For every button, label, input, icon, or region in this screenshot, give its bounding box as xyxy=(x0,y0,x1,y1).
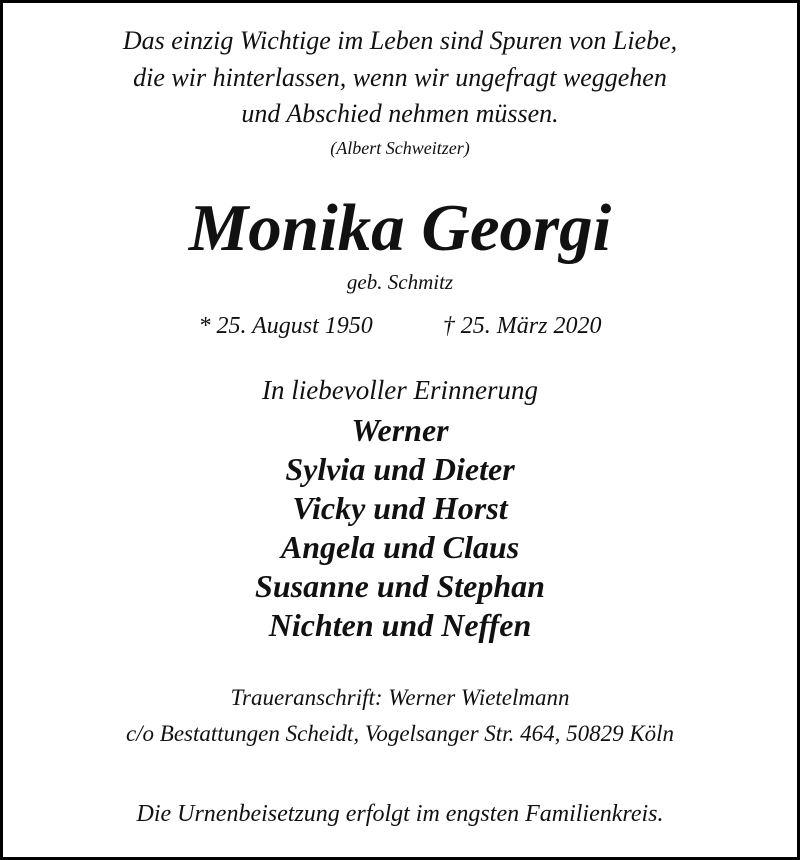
quote-line: Das einzig Wichtige im Leben sind Spuren von Liebe, xyxy=(122,26,678,55)
mourner-name: Werner xyxy=(351,412,449,448)
mourner-name: Nichten und Neffen xyxy=(268,607,532,643)
mourner-name: Sylvia und Dieter xyxy=(285,451,515,487)
mourning-address: Traueranschrift: Werner Wietelmann xyxy=(230,685,570,710)
birth-date: * 25. August 1950 xyxy=(198,313,373,339)
mourner-name: Angela und Claus xyxy=(280,529,520,565)
quote-author: (Albert Schweitzer) xyxy=(330,138,470,158)
deceased-name: Monika Georgi xyxy=(188,191,612,265)
maiden-name: geb. Schmitz xyxy=(346,270,454,294)
funeral-home-address: c/o Bestattungen Scheidt, Vogelsanger Str. 464, 50829 Köln xyxy=(125,721,675,746)
death-date: † 25. März 2020 xyxy=(442,313,602,339)
burial-note: Die Urnenbeisetzung erfolgt im engsten Familienkreis. xyxy=(136,801,664,827)
mourner-name: Susanne und Stephan xyxy=(255,568,545,604)
memorial-intro: In liebevoller Erinnerung xyxy=(262,375,538,405)
mourner-name: Vicky und Horst xyxy=(292,490,508,526)
mourner-list xyxy=(3,411,797,645)
quote-line: und Abschied nehmen müssen. xyxy=(241,99,559,128)
quote-line: die wir hinterlassen, wenn wir ungefragt weggehen xyxy=(133,63,667,92)
life-dates xyxy=(3,314,797,338)
